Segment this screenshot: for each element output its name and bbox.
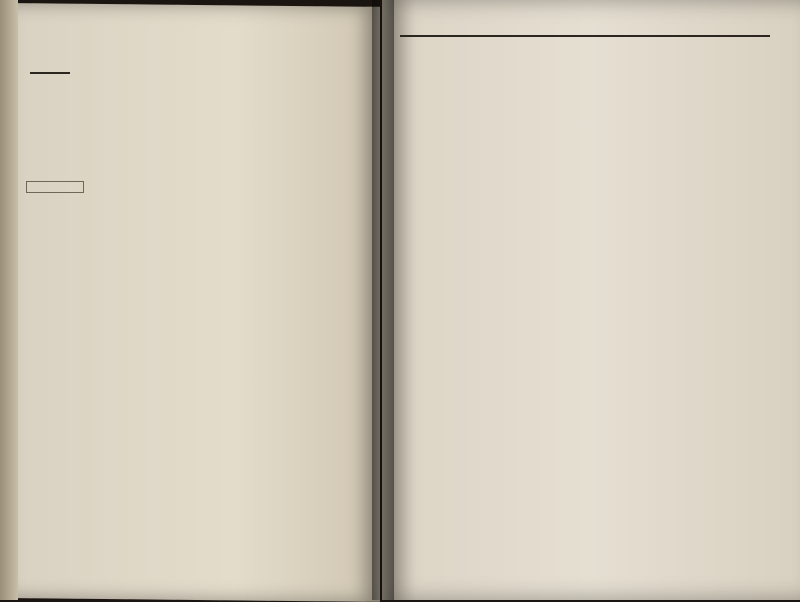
left-top-rule: [30, 72, 70, 74]
page-edge: [0, 0, 18, 600]
right-top-rule: [400, 35, 770, 37]
book-gutter: [372, 0, 394, 600]
highlight-box: [26, 181, 84, 193]
right-page: [382, 0, 800, 600]
left-page: [18, 3, 380, 602]
